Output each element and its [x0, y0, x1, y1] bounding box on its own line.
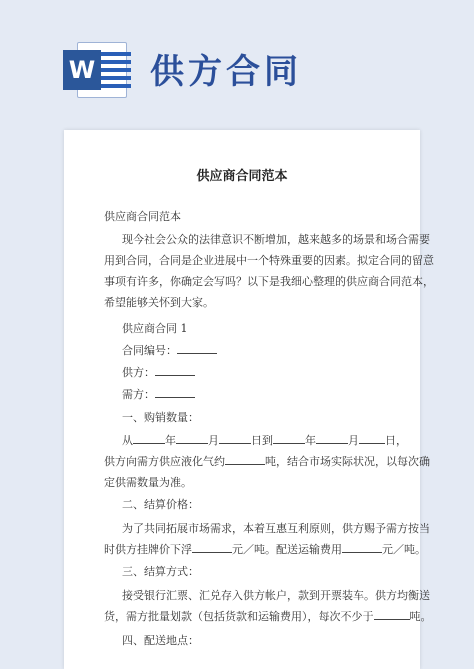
price-unit-label: 元／吨。	[382, 543, 426, 556]
month-label-1: 月	[208, 434, 219, 447]
buyer-label: 需方：	[122, 388, 155, 401]
quantity-row	[104, 453, 430, 469]
price-line-1: 为了共同拓展市场需求，本着互惠互利原则，供方赐予需方按当	[122, 522, 430, 535]
intro-line-3: 事项有许多，你确定会写吗？以下是我细心整理的供应商合同范本，	[104, 275, 434, 288]
quantity-blank	[225, 453, 265, 465]
blank-day-start	[219, 432, 251, 444]
supplier-row	[122, 364, 195, 380]
quantity-prefix: 供方向需方供应液化气约	[104, 455, 225, 468]
word-line-1	[99, 52, 131, 56]
blank-month-start	[176, 432, 208, 444]
section-2-heading: 二、结算价格：	[122, 498, 199, 511]
word-line-3	[99, 68, 131, 72]
price-transport-blank	[342, 541, 382, 553]
paragraph-heading: 供应商合同范本	[104, 210, 181, 223]
price-discount-blank	[192, 541, 232, 553]
section-3-heading: 三、结算方式：	[122, 565, 199, 578]
day-label-end: 日，	[385, 434, 407, 447]
document-title: 供应商合同范本	[196, 169, 288, 184]
intro-line-1: 现今社会公众的法律意识不断增加，越来越多的场景和场合需要	[122, 233, 430, 246]
quantity-row-2: 定供需数量为准。	[104, 476, 192, 489]
banner-header	[0, 0, 474, 120]
contract-number-blank	[177, 342, 217, 354]
word-line-5	[99, 84, 131, 88]
blank-month-end	[316, 432, 348, 444]
month-label-2: 月	[348, 434, 359, 447]
word-badge-letter: W	[63, 50, 101, 90]
intro-line-2: 用到合同，合同是企业进展中一个特殊重要的因素。拟定合同的留意	[104, 254, 434, 267]
contract-number-row	[122, 342, 217, 358]
blank-year-end	[273, 432, 305, 444]
document-page	[64, 130, 434, 669]
buyer-blank	[155, 386, 195, 398]
contract-subtitle: 供应商合同 1	[122, 322, 188, 335]
quantity-suffix: 吨，结合市场实际状况，以每次确	[265, 455, 430, 468]
section-1-heading: 一、购销数量：	[122, 411, 199, 424]
price-discount-label: 时供方挂牌价下浮	[104, 543, 192, 556]
year-label-2: 年	[305, 434, 316, 447]
buyer-row	[122, 386, 195, 402]
word-document-icon	[63, 38, 125, 100]
intro-line-4: 希望能够关怀到大家。	[104, 296, 214, 309]
header-title: 供方合同	[150, 52, 302, 92]
day-to-label: 日到	[251, 434, 273, 447]
word-line-4	[99, 76, 131, 80]
payment-min-blank	[374, 608, 410, 620]
blank-year-start	[133, 432, 165, 444]
payment-line-1: 接受银行汇票、汇兑存入供方帐户，款到开票装车。供方均衡送	[122, 589, 430, 602]
date-range-row	[122, 432, 407, 448]
price-line-2	[104, 541, 426, 557]
date-from-label: 从	[122, 434, 133, 447]
year-label-1: 年	[165, 434, 176, 447]
payment-line-2	[104, 608, 432, 624]
section-4-heading: 四、配送地点：	[122, 634, 199, 647]
price-transport-label: 元／吨。配送运输费用	[232, 543, 342, 556]
contract-number-label: 合同编号：	[122, 344, 177, 357]
blank-day-end	[359, 432, 385, 444]
supplier-label: 供方：	[122, 366, 155, 379]
supplier-blank	[155, 364, 195, 376]
payment-unit-label: 吨。	[409, 610, 432, 623]
word-line-2	[99, 60, 131, 64]
payment-min-label: 货，需方批量划款（包括货款和运输费用），每次不少于	[104, 610, 374, 623]
